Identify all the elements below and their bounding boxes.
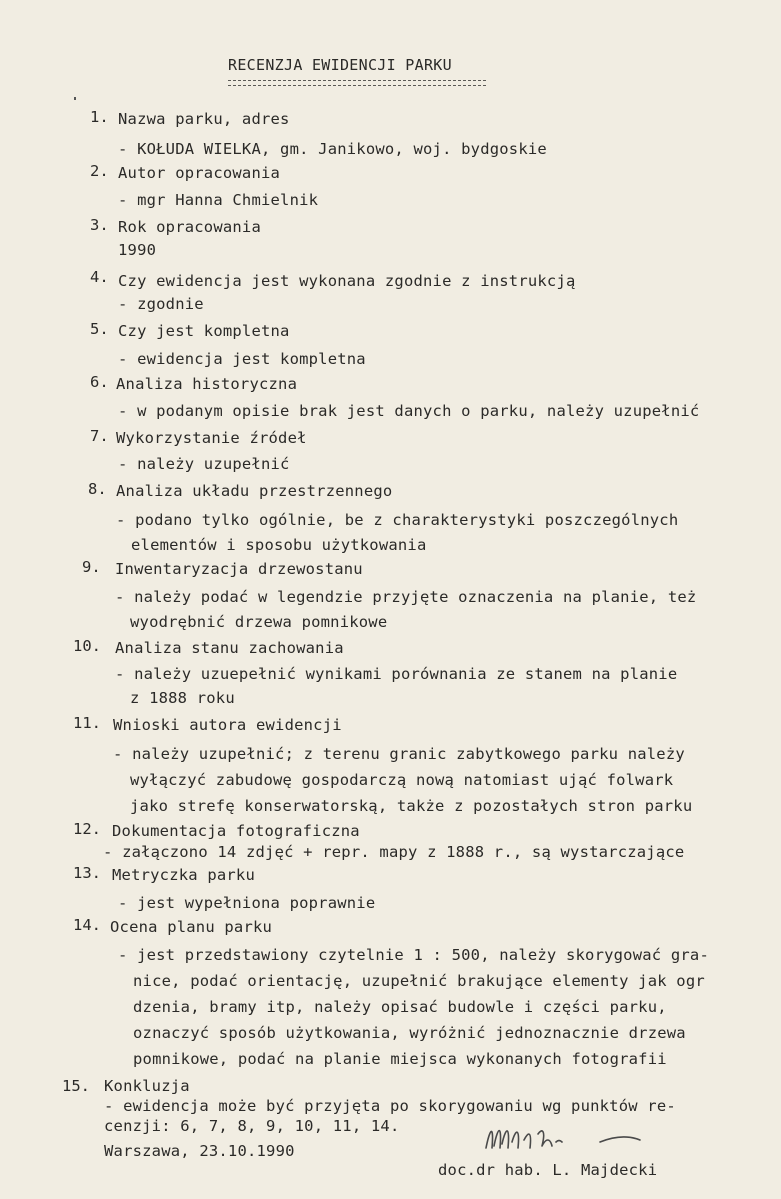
- item-number: 1.: [90, 108, 109, 126]
- item-heading: Rok opracowania: [118, 218, 261, 236]
- item-number: 2.: [90, 162, 109, 180]
- item-text: - załączono 14 zdjęć + repr. mapy z 1888 r., są wystarczające: [103, 843, 685, 861]
- item-number: 3.: [90, 216, 109, 234]
- item-text: - zgodnie: [118, 295, 204, 313]
- item-number: 4.: [90, 268, 109, 286]
- item-text: - podano tylko ogólnie, be z charakterystyki poszczególnych: [116, 511, 679, 529]
- item-text: oznaczyć sposób użytkowania, wyróżnić jednoznacznie drzewa: [133, 1024, 686, 1042]
- item-text: 1990: [118, 241, 157, 259]
- item-text: wyłączyć zabudowę gospodarczą nową natomiast ująć folwark: [130, 771, 674, 789]
- item-number: 7.: [90, 427, 109, 445]
- item-number: 15.: [62, 1077, 90, 1095]
- item-text: pomnikowe, podać na planie miejsca wykonanych fotografii: [133, 1050, 667, 1068]
- item-number: 8.: [88, 480, 107, 498]
- item-number: 12.: [73, 820, 101, 838]
- item-heading: Dokumentacja fotograficzna: [112, 822, 360, 840]
- item-heading: Autor opracowania: [118, 164, 281, 182]
- item-text: jako strefę konserwatorską, także z pozostałych stron parku: [130, 797, 693, 815]
- item-text: - należy podać w legendzie przyjęte oznaczenia na planie, też: [115, 588, 697, 606]
- item-text: - w podanym opisie brak jest danych o parku, należy uzupełnić: [118, 402, 700, 420]
- item-number: 11.: [73, 714, 101, 732]
- item-text: - mgr Hanna Chmielnik: [118, 191, 319, 209]
- item-heading: Wykorzystanie źródeł: [116, 429, 307, 447]
- item-number: 6.: [90, 373, 109, 391]
- item-text: nice, podać orientację, uzupełnić brakujące elementy jak ogr: [133, 972, 705, 990]
- item-heading: Konkluzja: [104, 1077, 190, 1095]
- handwritten-signature: [480, 1118, 650, 1162]
- item-heading: Nazwa parku, adres: [118, 110, 290, 128]
- item-number: 14.: [73, 916, 101, 934]
- margin-mark: [74, 97, 76, 100]
- item-text: dzenia, bramy itp, należy opisać budowle i części parku,: [133, 998, 667, 1016]
- item-text: z 1888 roku: [130, 689, 235, 707]
- item-heading: Czy ewidencja jest wykonana zgodnie z instrukcją: [118, 272, 576, 290]
- document-title: RECENZJA EWIDENCJI PARKU: [228, 56, 452, 74]
- item-heading: Czy jest kompletna: [118, 322, 290, 340]
- item-number: 9.: [82, 558, 101, 576]
- item-number: 5.: [90, 320, 109, 338]
- item-text: wyodrębnić drzewa pomnikowe: [130, 613, 388, 631]
- item-heading: Analiza historyczna: [116, 375, 298, 393]
- item-text: - należy uzupełnić; z terenu granic zabytkowego parku należy: [113, 745, 685, 763]
- item-heading: Analiza stanu zachowania: [115, 639, 344, 657]
- item-text: - ewidencja może być przyjęta po skorygowaniu wg punktów re-: [104, 1097, 676, 1115]
- item-heading: Inwentaryzacja drzewostanu: [115, 560, 363, 578]
- item-text: - KOŁUDA WIELKA, gm. Janikowo, woj. bydgoskie: [118, 140, 547, 158]
- item-text: - jest przedstawiony czytelnie 1 : 500, należy skorygować gra-: [118, 946, 709, 964]
- item-text: - należy uzuepełnić wynikami porównania ze stanem na planie: [115, 665, 678, 683]
- place-date: Warszawa, 23.10.1990: [104, 1142, 295, 1160]
- title-underline: [228, 80, 486, 86]
- item-text: elementów i sposobu użytkowania: [131, 536, 427, 554]
- item-text: cenzji: 6, 7, 8, 9, 10, 11, 14.: [104, 1117, 400, 1135]
- item-heading: Ocena planu parku: [110, 918, 273, 936]
- item-heading: Metryczka parku: [112, 866, 255, 884]
- item-heading: Wnioski autora ewidencji: [113, 716, 342, 734]
- item-text: - ewidencja jest kompletna: [118, 350, 366, 368]
- signatory-name: doc.dr hab. L. Majdecki: [438, 1161, 658, 1179]
- item-number: 13.: [73, 864, 101, 882]
- item-text: - należy uzupełnić: [118, 455, 290, 473]
- item-heading: Analiza układu przestrzennego: [116, 482, 393, 500]
- item-text: - jest wypełniona poprawnie: [118, 894, 376, 912]
- item-number: 10.: [73, 637, 101, 655]
